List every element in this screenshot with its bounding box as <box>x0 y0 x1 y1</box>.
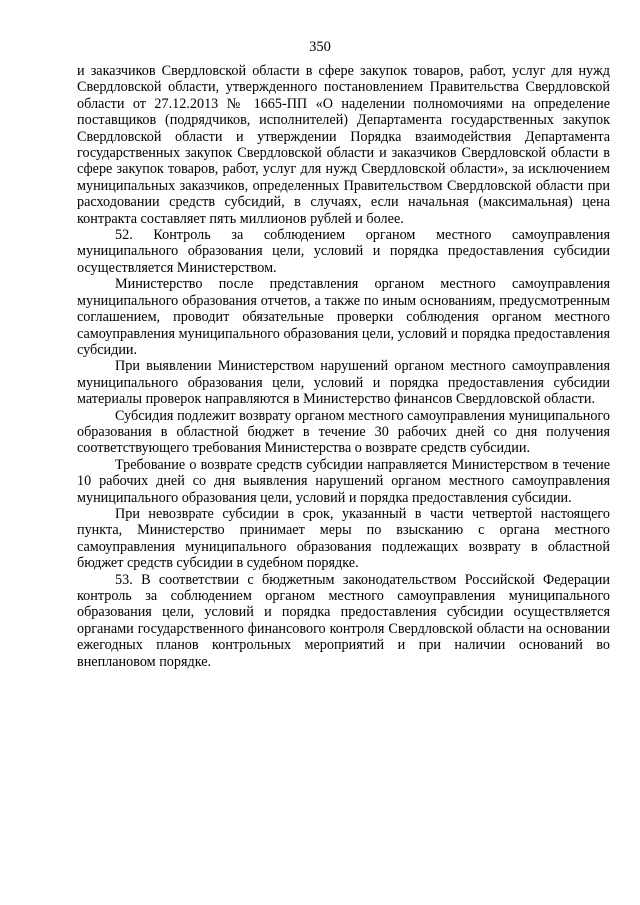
paragraph-non-return: При невозврате субсидии в срок, указанный в части четвертой настоящего пункта, Министерство принимает меры по взысканию с органа местного самоуправления муниципального образования подлежащих возврату в областной бюджет средств субсидии в судебном порядке. <box>77 505 610 572</box>
paragraph-refund: Субсидия подлежит возврату органом местного самоуправления муниципального образования в областной бюджет в течение 30 рабочих дней со дня получения соответствующего требования Министерства о возврате средств субсидии. <box>77 407 610 457</box>
paragraph-continuation: и заказчиков Свердловской области в сфере закупок товаров, работ, услуг для нужд Свердловской области, утвержденного постановлением Правительства Свердловской области от 27.12.2013 № 1665-ПП «О наделении полномочиями на определение поставщиков (подрядчиков, исполнителей) Департамента государственных закупок Свердловской области и утверждении Порядка взаимодействия Департамента государственных закупок Свердловской области и заказчиков Свердловской области в сфере закупок товаров, работ, услуг для нужд Свердловской области», за исключением муниципальных заказчиков, определенных Правительством Свердловской области при расходовании средств субсидий, в случаях, если начальная (максимальная) цена контракта составляет пять миллионов рублей и более. <box>77 63 610 227</box>
paragraph-refund-request: Требование о возврате средств субсидии направляется Министерством в течение 10 рабочих дней со дня выявления нарушений органом местного самоуправления муниципального образования цели, условий и порядка предоставления субсидии. <box>77 456 610 506</box>
paragraph-clause-53: 53. В соответствии с бюджетным законодательством Российской Федерации контроль за соблюдением органом местного самоуправления муниципального образования цели, условий и порядка предоставления субсидии осуществляется органами государственного финансового контроля Свердловской области на основании ежегодных планов контрольных мероприятий и при наличии оснований во внеплановом порядке. <box>77 571 610 670</box>
document-body <box>77 63 610 670</box>
paragraph-clause-52: 52. Контроль за соблюдением органом местного самоуправления муниципального образования цели, условий и порядка предоставления субсидии осуществляется Министерством. <box>77 227 610 276</box>
page-number: 350 <box>309 39 331 55</box>
paragraph-inspections: Министерство после представления органом местного самоуправления муниципального образования отчетов, а также по иным основаниям, предусмотренным соглашением, проводит обязательные проверки соблюдения органом местного самоуправления муниципального образования цели, условий и порядка предоставления субсидии. <box>77 276 610 358</box>
paragraph-violations: При выявлении Министерством нарушений органом местного самоуправления муниципального образования цели, условий и порядка предоставления субсидии материалы проверок направляются в Министерство финансов Свердловской области. <box>77 358 610 408</box>
